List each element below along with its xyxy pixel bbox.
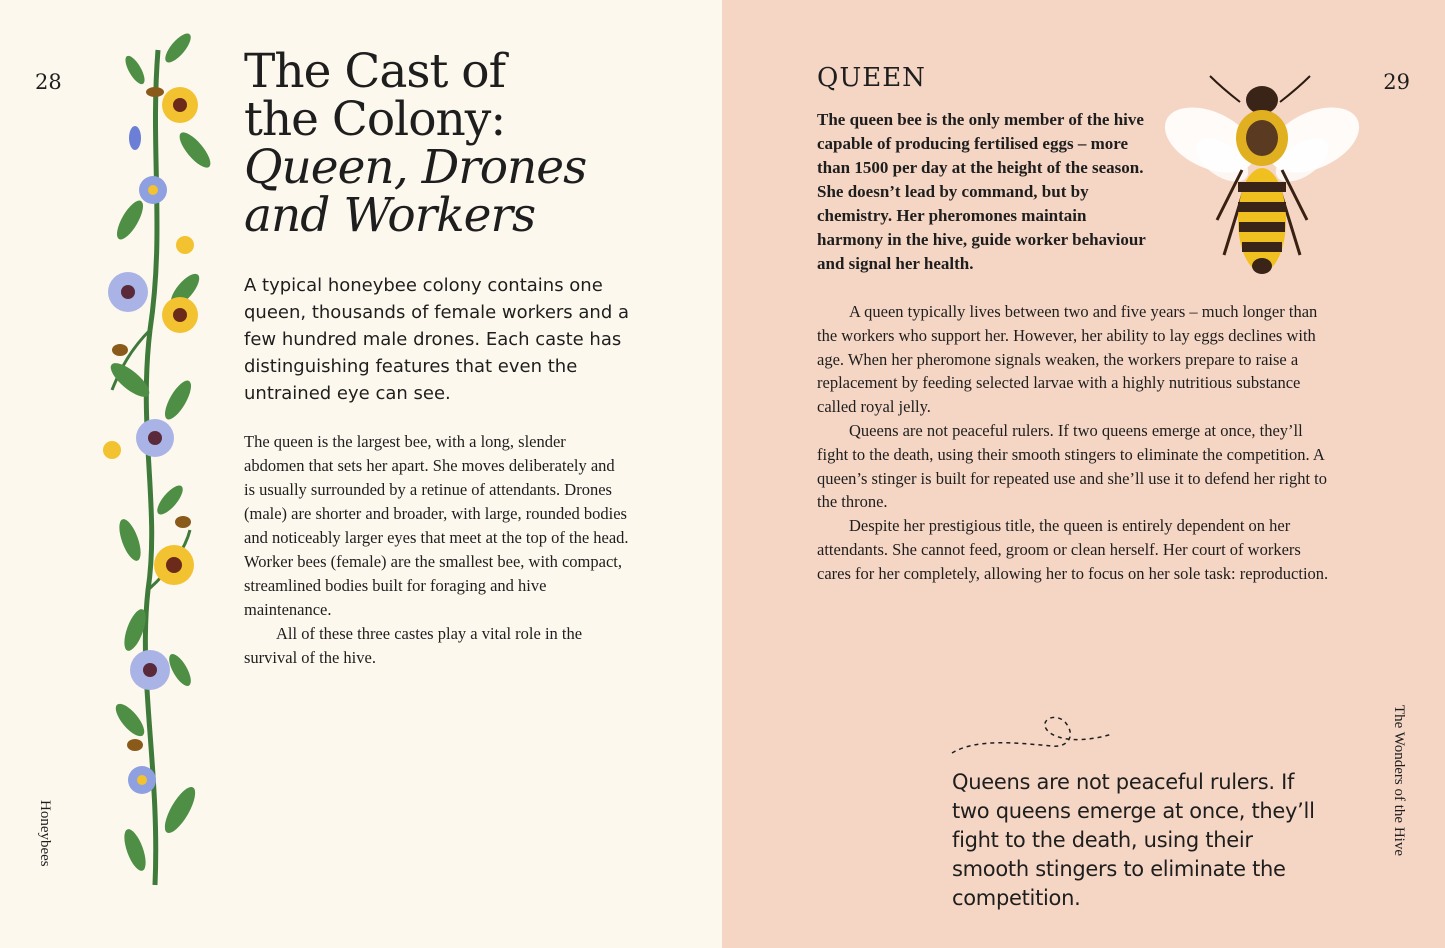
page-number: 29 <box>1383 70 1410 94</box>
title-line-2: the Colony: <box>244 92 506 147</box>
flower-vine-illustration <box>90 30 220 890</box>
page-title <box>244 44 587 243</box>
title-line-4: and Workers <box>244 188 536 243</box>
body-paragraph-1: The queen is the largest bee, with a long, slender abdomen that sets her apart. She moves deliberately and is usually surrounded by a retinue of attendants. Drones (male) are shorter and broader, with large, rounded bodies and noticeably larger eyes that meet at the top of the head. Worker bees (female) are the smallest bee, with compact, streamlined bodies built for foraging and hive maintenance. <box>244 432 629 619</box>
body-text <box>817 300 1337 586</box>
body-paragraph-3: Despite her prestigious title, the queen is entirely dependent on her attendants. She cannot feed, groom or clean herself. Her court of workers cares for her completely, allowing her to focus on her sole task: reproduction. <box>817 516 1329 583</box>
section-heading: QUEEN <box>817 63 926 93</box>
body-paragraph-1: A queen typically lives between two and five years – much longer than the workers who support her. However, her ability to lay eggs declines with age. When her pheromone signals weaken, the workers prepare to raise a replacement by feeding selected larvae with a highly nutritious substance called royal jelly. <box>817 302 1318 417</box>
left-page <box>0 0 722 948</box>
body-paragraph-2: Queens are not peaceful rulers. If two queens emerge at once, they’ll fight to the death, using their smooth stingers to eliminate the competition. A queen’s stinger is built for repeated use and she’ll use it to defend her right to the throne. <box>817 420 1327 512</box>
body-text <box>244 430 629 670</box>
title-line-1: The Cast of <box>244 44 505 99</box>
intro-paragraph: A typical honeybee colony contains one queen, thousands of female workers and a few hundred male drones. Each caste has distinguishing features that even the untrained eye can see. <box>244 275 630 404</box>
running-header: The Wonders of the Hive <box>1391 705 1407 856</box>
bee-flight-path-decoration <box>947 708 1117 758</box>
body-paragraph-2: All of these three castes play a vital role in the survival of the hive. <box>244 624 583 667</box>
pull-quote: Queens are not peaceful rulers. If two queens emerge at once, they’ll fight to the death, using their smooth stingers to eliminate the competition. <box>952 770 1315 910</box>
page-number: 28 <box>35 70 62 94</box>
running-footer: Honeybees <box>37 800 53 867</box>
queen-bee-illustration <box>1162 70 1372 280</box>
intro-paragraph: The queen bee is the only member of the hive capable of producing fertilised eggs – more than 1500 per day at the height of the season. She doesn’t lead by command, but by chemistry. Her pheromones maintain harmony in the hive, guide worker behaviour and signal her health. <box>817 110 1146 273</box>
right-page <box>722 0 1445 948</box>
title-line-3: Queen, Drones <box>244 140 587 195</box>
